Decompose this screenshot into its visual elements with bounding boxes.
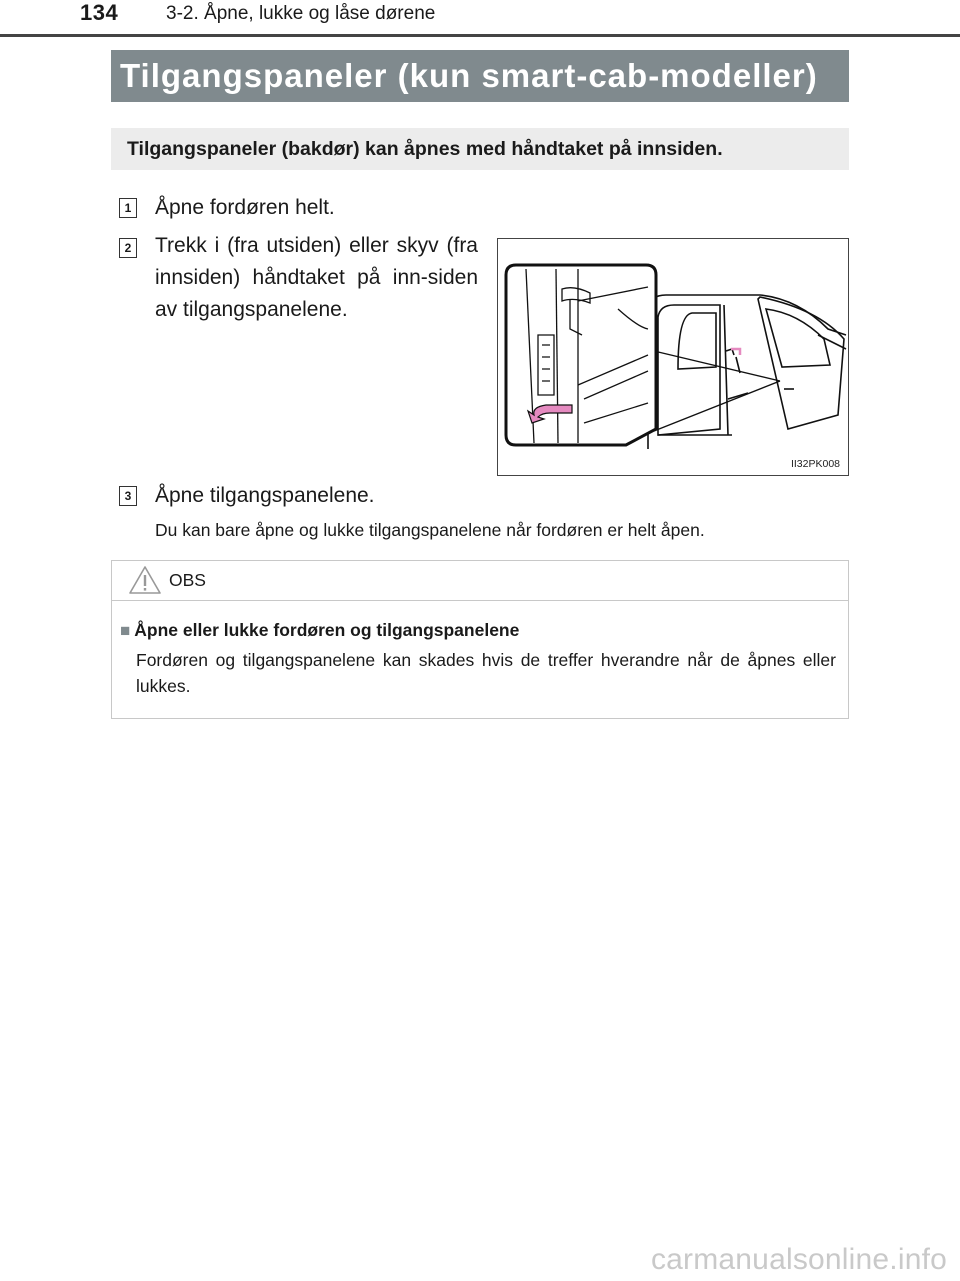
- caution-item-title: Åpne eller lukke fordøren og tilgangspanelene: [134, 620, 520, 640]
- zoom-callout: [506, 265, 656, 445]
- page-number: 134: [80, 0, 119, 25]
- intro-text: Tilgangspaneler (bakdør) kan åpnes med håndtaket på innsiden.: [111, 128, 849, 170]
- step-badge-1: 1: [119, 198, 137, 218]
- car-door-drawing: [498, 239, 848, 475]
- header-rule: [0, 34, 960, 37]
- section-title: Tilgangspaneler (kun smart-cab-modeller): [111, 50, 849, 102]
- figure-code: II32PK008: [790, 458, 840, 470]
- warning-triangle-icon: [128, 565, 162, 595]
- step-note: Du kan bare åpne og lukke tilgangspanelene når fordøren er helt åpen.: [155, 520, 705, 540]
- caution-item-heading: [120, 620, 519, 641]
- step-badge-3: 3: [119, 486, 137, 506]
- step-badge-2: 2: [119, 238, 137, 258]
- square-bullet-icon: ■: [120, 621, 131, 640]
- caution-header: [112, 561, 848, 601]
- step-3-text: Åpne tilgangspanelene.: [155, 484, 375, 507]
- truck-cab-drawing: [648, 295, 846, 449]
- access-panel-illustration: [497, 238, 849, 476]
- watermark: carmanualsonline.info: [650, 1243, 947, 1276]
- caution-item-body: Fordøren og tilgangspanelene kan skades hvis de treffer hverandre når de åpnes eller lukkes.: [136, 650, 836, 696]
- caution-title: OBS: [169, 570, 206, 590]
- step-2-text: Trekk i (fra utsiden) eller skyv (fra innsiden) håndtaket på inn-siden av tilgangspanelene.: [155, 234, 478, 321]
- running-head: 3-2. Åpne, lukke og låse dørene: [166, 3, 436, 24]
- caution-box: [111, 560, 849, 719]
- step-1-text: Åpne fordøren helt.: [155, 196, 335, 219]
